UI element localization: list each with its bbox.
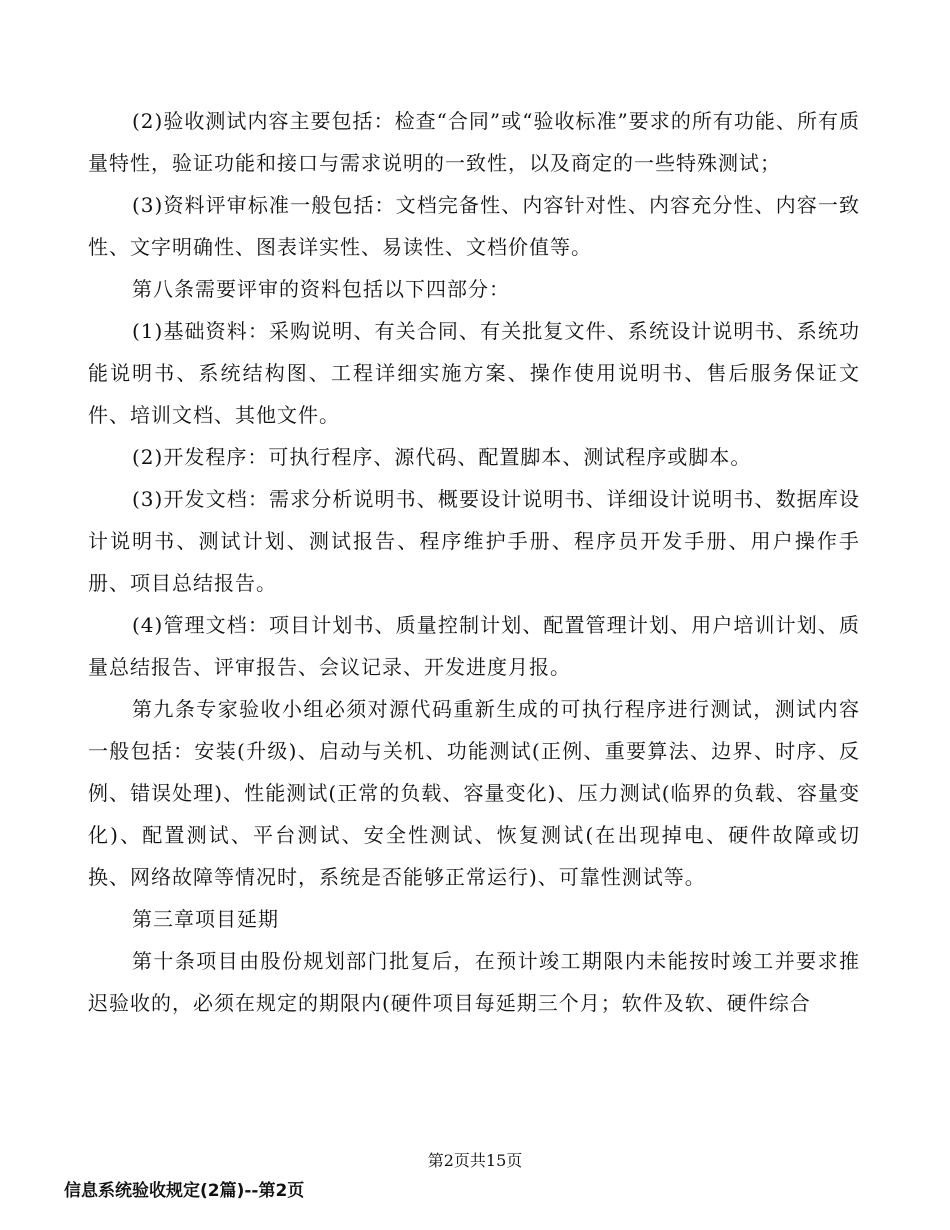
document-body [88, 100, 860, 1024]
page-number: 第2页共15页 [427, 1151, 523, 1170]
paragraph-article-10: 第十条项目由股份规划部门批复后，在预计竣工期限内未能按时竣工并要求推迟验收的，必须在规定的期限内(硬件项目每延期三个月；软件及软、硬件综合 [88, 949, 860, 1015]
paragraph-article-8: 第八条需要评审的资料包括以下四部分： [132, 277, 510, 301]
paragraph-development-programs: (2)开发程序：可执行程序、源代码、配置脚本、测试程序或脚本。 [132, 445, 752, 469]
paragraph-article-9: 第九条专家验收小组必须对源代码重新生成的可执行程序进行测试，测试内容一般包括：安装(升级)、启动与关机、功能测试(正例、重要算法、边界、时序、反例、错误处理)、性能测试(正常的负载、容量变化)、压力测试(临界的负载、容量变化)、配置测试、平台测试、安全性测试、恢复测试(在出现掉电、硬件故障或切换、网络故障等情况时，系统是否能够正常运行)、可靠性测试等。 [88, 697, 860, 889]
paragraph-document-review-criteria: (3)资料评审标准一般包括：文档完备性、内容针对性、内容充分性、内容一致性、文字明确性、图表详实性、易读性、文档价值等。 [88, 193, 860, 259]
paragraph-management-documents: (4)管理文档：项目计划书、质量控制计划、配置管理计划、用户培训计划、质量总结报告、评审报告、会议记录、开发进度月报。 [88, 613, 860, 679]
paragraph-acceptance-test-content: (2)验收测试内容主要包括：检查“合同”或“验收标准”要求的所有功能、所有质量特性，验证功能和接口与需求说明的一致性，以及商定的一些特殊测试； [88, 109, 860, 175]
document-footer-title: 信息系统验收规定(2篇)--第2页 [64, 1181, 305, 1201]
paragraph-basic-materials: (1)基础资料：采购说明、有关合同、有关批复文件、系统设计说明书、系统功能说明书、系统结构图、工程详细实施方案、操作使用说明书、售后服务保证文件、培训文档、其他文件。 [88, 319, 860, 427]
paragraph-development-documents: (3)开发文档：需求分析说明书、概要设计说明书、详细设计说明书、数据库设计说明书、测试计划、测试报告、程序维护手册、程序员开发手册、用户操作手册、项目总结报告。 [88, 487, 860, 595]
chapter-heading-3: 第三章项目延期 [132, 907, 279, 931]
